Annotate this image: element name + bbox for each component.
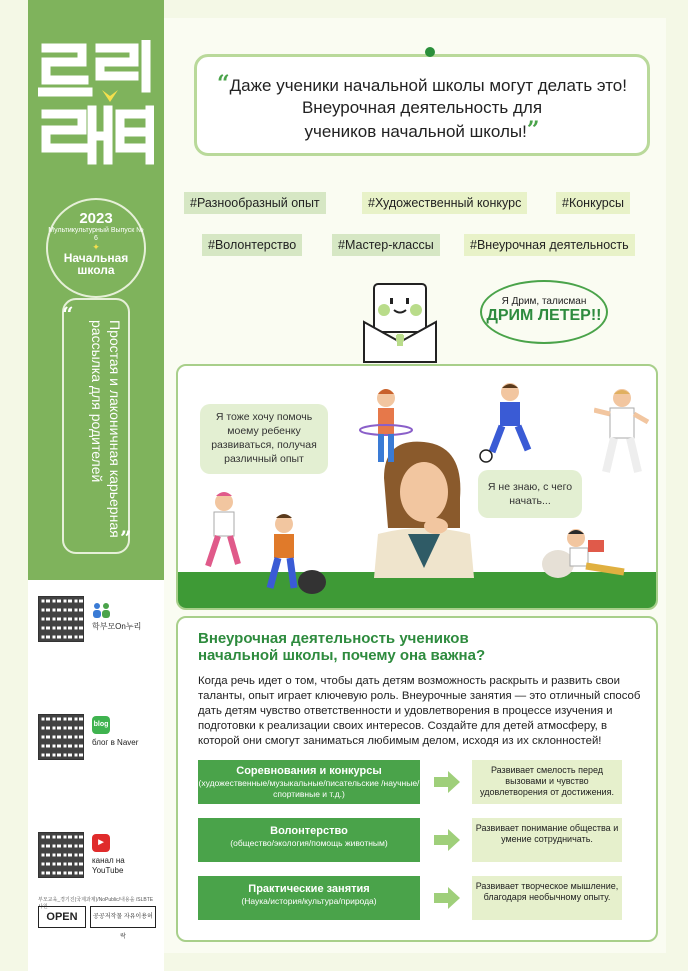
open-license-badge: OPEN: [38, 906, 86, 928]
child-hula-hoop-figure: [356, 386, 416, 470]
speech-bubble-parent: Я тоже хочу помочь моему ребенку развиваться, получая различный опыт: [200, 404, 328, 474]
speech-bubble-unsure: Я не знаю, с чего начать...: [478, 470, 582, 518]
school-level: Начальная школа: [63, 251, 129, 277]
tag-masterclasses[interactable]: #Мастер-классы: [332, 234, 440, 256]
quote-open-icon: “: [62, 302, 74, 326]
quote-close-icon: ”: [526, 117, 540, 143]
arrow-right-icon: [434, 771, 460, 793]
issue-badge: [46, 198, 146, 298]
main-content: [164, 18, 666, 953]
tag-extracurricular[interactable]: #Внеурочная деятельность: [464, 234, 635, 256]
child-cleanup-figure: [254, 512, 326, 596]
youtube-icon: ▶: [92, 834, 110, 852]
tag-contests[interactable]: #Конкурсы: [556, 192, 630, 214]
sidebar: [28, 0, 164, 580]
youtube-label[interactable]: канал на YouTube: [92, 856, 125, 875]
parents-portal-label[interactable]: 학부모On누리: [92, 622, 142, 631]
pin-icon: [425, 47, 435, 57]
quote-close-icon: ”: [120, 526, 132, 550]
tagline: Простая и лаконичная карьерная рассылка для родителей: [89, 320, 123, 538]
star-icon: ✦: [92, 242, 100, 252]
year: 2023: [79, 210, 113, 227]
mascot-envelope-icon: [360, 280, 444, 364]
info-panel: [176, 616, 658, 942]
child-running-figure: [198, 490, 248, 570]
activity-volunteering: Волонтерство (общество/экология/помощь животным): [198, 818, 420, 862]
headline: “Даже ученики начальной школы могут делать это! Внеурочная деятельность для учеников начальной школы!”: [217, 71, 627, 143]
dream-letter-logo: [38, 40, 154, 170]
blog-icon: blog: [92, 716, 110, 734]
activity-competitions: Соревнования и конкурсы (художественные/музыкальные/писательские /научные/спортивные и т.д.): [198, 760, 420, 804]
cc-license-badge: 공공저작물 자유이용허락: [90, 906, 156, 928]
tag-volunteering[interactable]: #Волонтерство: [202, 234, 302, 256]
benefit-volunteering: Развивает понимание общества и умение сотрудничать.: [472, 818, 622, 862]
benefit-competitions: Развивает смелость перед вызовами и чувство удовлетворения от достижения.: [472, 760, 622, 804]
info-paragraph: Когда речь идет о том, чтобы дать детям возможность раскрыть и развить свои таланты, опыт играет ключевую роль. Внеурочные занятия — это отличный способ дать детям чувство ответственности и удовлетворения в процессе изучения и подготовки к реализации своих интересов. Создайте для детей атмосферу, в которой они смогут заниматься любимым делом, исходя из их склонностей!: [198, 675, 641, 747]
blog-label[interactable]: блог в Naver: [92, 738, 139, 747]
qr-code-youtube[interactable]: [38, 832, 84, 878]
arrow-right-icon: [434, 887, 460, 909]
qr-code-blog[interactable]: [38, 714, 84, 760]
info-title: Внеурочная деятельность учеников начальной школы, почему она важна?: [198, 630, 486, 664]
issue-number: Мультикультурный Выпуск № 6: [48, 227, 144, 242]
tagline-box: [62, 298, 130, 554]
benefit-practical: Развивает творческое мышление, благодаря необычному опыту.: [472, 876, 622, 920]
quote-open-icon: “: [217, 71, 230, 97]
child-reading-figure: [540, 524, 630, 580]
illustration-scene: [176, 364, 658, 610]
tag-experience[interactable]: #Разнообразный опыт: [184, 192, 326, 214]
mascot-speech: Я Дрим, талисман ДРИМ ЛЕТЕР!!: [480, 280, 608, 344]
arrow-right-icon: [434, 829, 460, 851]
side-links: [28, 580, 164, 971]
qr-code-parents[interactable]: [38, 596, 84, 642]
headline-box: [194, 54, 650, 156]
activity-practical: Практические занятия (Наука/история/культура/природа): [198, 876, 420, 920]
credits: 부모교육_경기진(국제과제)/NoPublic/내용을 /SLBTE 사원: [38, 897, 154, 910]
child-karate-figure: [594, 386, 650, 476]
tag-art-contest[interactable]: #Художественный конкурс: [362, 192, 527, 214]
people-icon: [92, 602, 112, 618]
child-soccer-figure: [478, 380, 540, 466]
